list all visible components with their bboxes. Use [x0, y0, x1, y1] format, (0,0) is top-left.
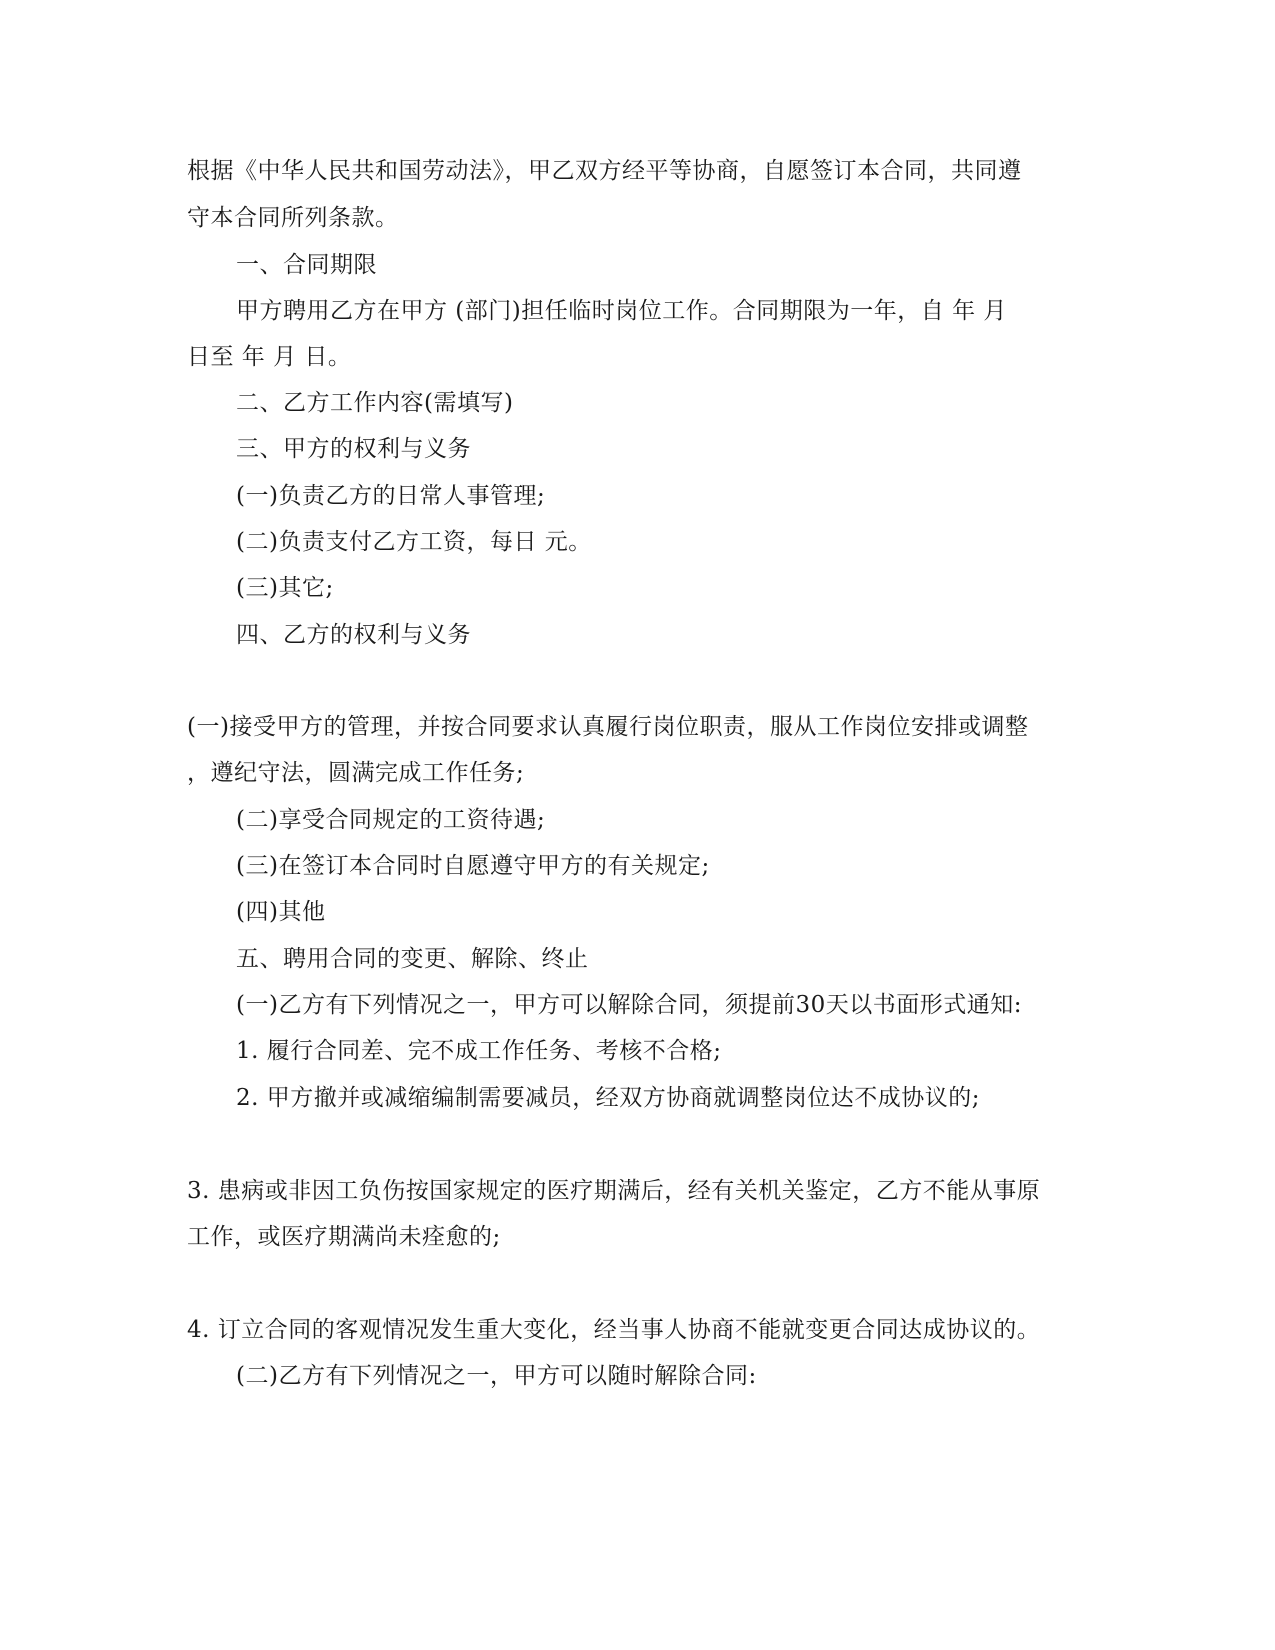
list-item: (一)乙方有下列情况之一，甲方可以解除合同，须提前30天以书面形式通知:	[236, 992, 1022, 1018]
list-item: (一)接受甲方的管理，并按合同要求认真履行岗位职责，服从工作岗位安排或调整	[187, 714, 1029, 740]
list-item: (三)其它;	[236, 575, 334, 601]
list-item: (二)享受合同规定的工资待遇;	[236, 807, 546, 833]
section-heading: 四、乙方的权利与义务	[236, 622, 471, 648]
paragraph-line: ，遵纪守法，圆满完成工作任务;	[187, 760, 525, 786]
list-item: 1. 履行合同差、完不成工作任务、考核不合格;	[236, 1038, 722, 1064]
section-heading: 三、甲方的权利与义务	[236, 436, 471, 462]
paragraph-line: 根据《中华人民共和国劳动法》，甲乙双方经平等协商，自愿签订本合同，共同遵	[187, 158, 1022, 184]
section-heading: 五、聘用合同的变更、解除、终止	[236, 946, 589, 972]
list-item: 2. 甲方撤并或减缩编制需要减员，经双方协商就调整岗位达不成协议的;	[236, 1085, 981, 1111]
section-heading: 一、合同期限	[236, 252, 377, 278]
list-item: (三)在签订本合同时自愿遵守甲方的有关规定;	[236, 853, 710, 879]
list-item: (四)其他	[236, 899, 326, 925]
list-item: (一)负责乙方的日常人事管理;	[236, 483, 546, 509]
list-item: (二)负责支付乙方工资，每日 元。	[236, 529, 592, 555]
paragraph-line: 守本合同所列条款。	[187, 205, 399, 231]
list-item: 3. 患病或非因工负伤按国家规定的医疗期满后，经有关机关鉴定，乙方不能从事原	[187, 1178, 1041, 1204]
paragraph-line: 日至 年 月 日。	[187, 344, 352, 370]
paragraph-line: 甲方聘用乙方在甲方 (部门)担任临时岗位工作。合同期限为一年，自 年 月	[236, 298, 1007, 324]
list-item: (二)乙方有下列情况之一，甲方可以随时解除合同:	[236, 1363, 757, 1389]
section-heading: 二、乙方工作内容(需填写)	[236, 390, 514, 416]
list-item: 4. 订立合同的客观情况发生重大变化，经当事人协商不能就变更合同达成协议的。	[187, 1317, 1041, 1343]
paragraph-line: 工作，或医疗期满尚未痊愈的;	[187, 1224, 501, 1250]
